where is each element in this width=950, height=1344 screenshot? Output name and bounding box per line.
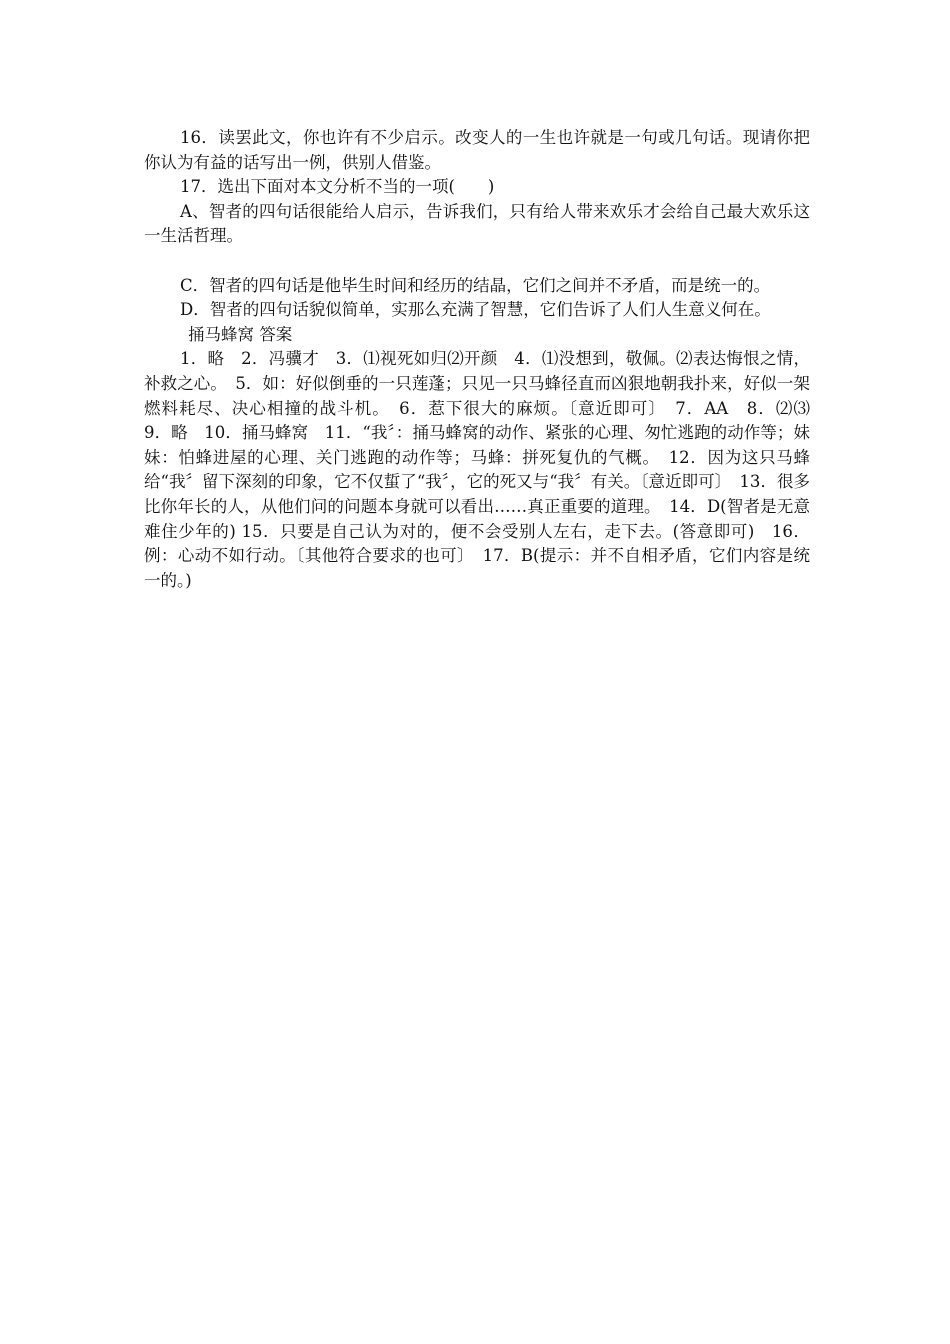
- option-a: A、智者的四句话很能给人启示，告诉我们，只有给人带来欢乐才会给自己最大欢乐这一生活哲理。: [144, 201, 810, 246]
- answer-title: 捅马蜂窝 答案: [188, 324, 293, 344]
- document-page: [144, 126, 827, 593]
- blank-line: [144, 249, 810, 274]
- option-c: C．智者的四句话是他毕生时间和经历的结晶，它们之间并不矛盾，而是统一的。: [180, 275, 771, 295]
- answer-body: 1．略 2．冯骥才 3．⑴视死如归⑵开颜 4．⑴没想到，敬佩。⑵表达悔恨之情，补救之心。 5．如：好似倒垂的一只莲蓬；只见一只马蜂径直而凶狠地朝我扑来，好似一架燃料耗尽、决心相撞的战斗机。 6．惹下很大的麻烦。〔意近即可〕 7．AA 8．⑵⑶ 9．略 10．捅马蜂窝 11．“我〞：捅马蜂窝的动作、紧张的心理、匆忙逃跑的动作等；妹妹：怕蜂进屋的心理、关门逃跑的动作等；马蜂：拼死复仇的气概。 12．因为这只马蜂给“我〞留下深刻的印象，它不仅蜇了“我〞，它的死又与“我〞有关。〔意近即可〕 13．很多比你年长的人，从他们问的问题本身就可以看出……真正重要的道理。 14．D(智者是无意难住少年的) 15．只要是自己认为对的，便不会受别人左右，走下去。(答意即可) 16．例：心动不如行动。〔其他符合要求的也可〕 17．B(提示：并不自相矛盾，它们内容是统一的。): [144, 349, 827, 590]
- question-16: 16．读罢此文，你也许有不少启示。改变人的一生也许就是一句或几句话。现请你把你认为有益的话写出一例，供别人借鉴。: [144, 128, 810, 172]
- question-17: 17．选出下面对本文分析不当的一项( ): [180, 177, 495, 197]
- option-d: D．智者的四句话貌似简单，实那么充满了智慧，它们告诉了人们人生意义何在。: [180, 300, 771, 320]
